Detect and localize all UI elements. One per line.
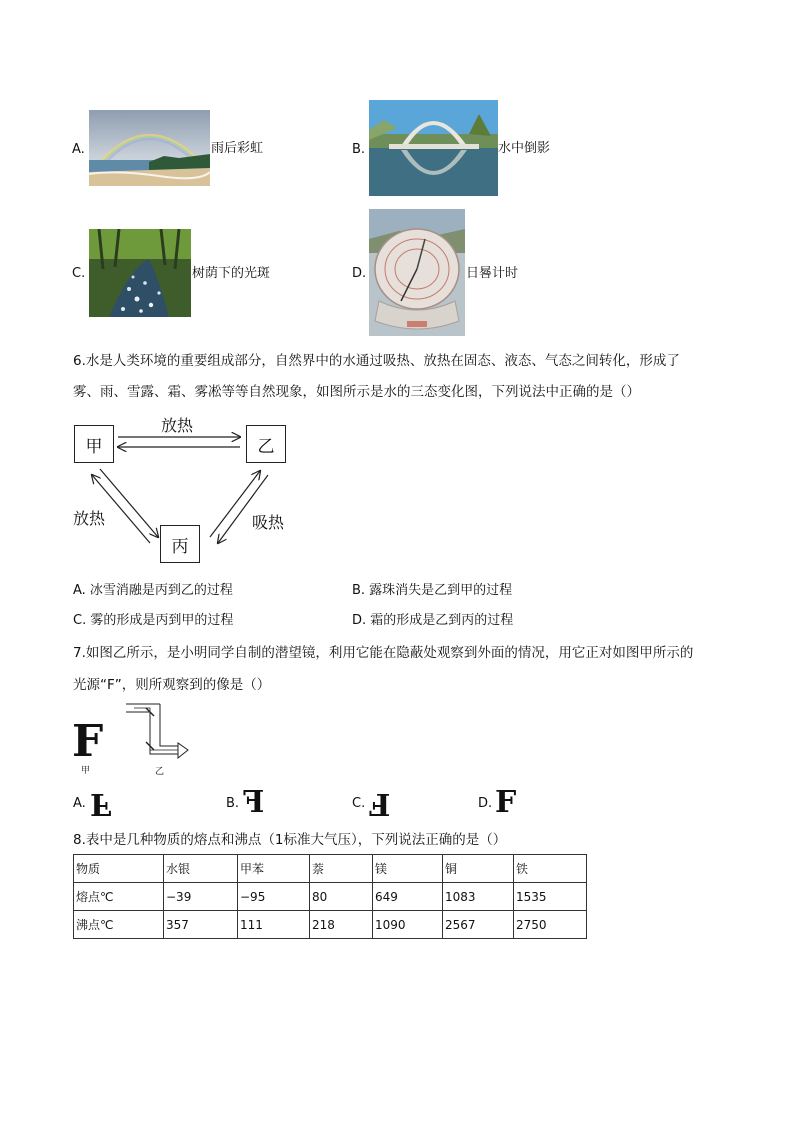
table-cell: 熔点℃ (74, 883, 164, 911)
label-right-absorb-heat: 吸热 (252, 513, 285, 532)
state-box-yi: 乙 (246, 425, 286, 463)
label-left-release-heat: 放热 (73, 509, 106, 528)
table-cell: −95 (238, 883, 310, 911)
table-cell: 649 (373, 883, 443, 911)
option-c-caption: 树荫下的光斑 (192, 266, 271, 281)
option-a-caption: 雨后彩虹 (211, 141, 264, 156)
q7-text-line2: 光源“F”，则所观察到的像是（） (73, 677, 271, 693)
q7-option-a-letter: A. (73, 796, 86, 811)
table-header-cell: 甲苯 (238, 855, 310, 883)
sundial-photo-icon (369, 209, 465, 336)
table-row (74, 911, 587, 939)
option-b-caption: 水中倒影 (498, 141, 551, 156)
q6-text-line2: 雾、雨、雪露、霜、雾凇等等自然现象，如图所示是水的三态变化图，下列说法中正确的是（） (73, 384, 640, 400)
table-cell: 218 (310, 911, 373, 939)
q6-option-b: B. 露珠消失是乙到甲的过程 (352, 583, 513, 598)
q6-option-a: A. 冰雪消融是丙到乙的过程 (73, 583, 233, 598)
option-a-letter: A. (72, 142, 85, 157)
option-d-caption: 日晷计时 (466, 266, 519, 281)
q7-option-b-glyph: F (243, 785, 265, 820)
q7-option-a-glyph: F (90, 786, 112, 821)
q7-option-d-glyph: F (495, 785, 517, 820)
table-cell: 111 (238, 911, 310, 939)
fig-jia-light-source-f: F (72, 716, 104, 767)
q6-option-c: C. 雾的形成是丙到甲的过程 (73, 613, 234, 628)
table-cell: 1083 (443, 883, 514, 911)
melting-boiling-table (73, 854, 587, 939)
fig-yi-label: 乙 (155, 767, 165, 777)
table-cell: −39 (164, 883, 238, 911)
state-box-bing: 丙 (160, 525, 200, 563)
table-header-cell: 物质 (74, 855, 164, 883)
forest-light-spots-photo-icon (89, 229, 191, 317)
state-box-jia: 甲 (74, 425, 114, 463)
table-cell: 沸点℃ (74, 911, 164, 939)
table-cell: 1090 (373, 911, 443, 939)
q7-option-d-letter: D. (478, 796, 493, 811)
table-row (74, 883, 587, 911)
q7-text-line1: 7.如图乙所示，是小明同学自制的潜望镜，利用它能在隐蔽处观察到外面的情况，用它正对如图甲所示的 (73, 645, 694, 661)
table-cell: 357 (164, 911, 238, 939)
table-header-row (74, 855, 587, 883)
q6-option-d: D. 霜的形成是乙到丙的过程 (352, 613, 514, 628)
arrow-jia-to-bing (100, 469, 158, 537)
table-header-cell: 铜 (443, 855, 514, 883)
table-cell: 2567 (443, 911, 514, 939)
table-cell: 2750 (514, 911, 587, 939)
q7-option-c-letter: C. (352, 796, 366, 811)
table-header-cell: 萘 (310, 855, 373, 883)
label-top-release-heat: 放热 (161, 416, 194, 435)
q8-text-line: 8.表中是几种物质的熔点和沸点（1标准大气压），下列说法正确的是（） (73, 832, 507, 848)
table-cell: 1535 (514, 883, 587, 911)
rainbow-photo-icon (89, 110, 210, 186)
option-d-letter: D. (352, 266, 367, 281)
q6-text-line1: 6.水是人类环境的重要组成部分，自然界中的水通过吸热、放热在固态、液态、气态之间转化，形成了 (73, 353, 680, 369)
q7-option-b-letter: B. (226, 796, 240, 811)
option-c-letter: C. (72, 266, 86, 281)
fig-jia-label: 甲 (81, 766, 91, 776)
periscope-diagram-icon (120, 702, 192, 766)
table-header-cell: 镁 (373, 855, 443, 883)
bridge-reflection-photo-icon (369, 100, 498, 196)
arrow-yi-to-bing (218, 475, 268, 543)
table-header-cell: 铁 (514, 855, 587, 883)
table-cell: 80 (310, 883, 373, 911)
q7-option-c-glyph: F (369, 786, 391, 821)
water-state-diagram (70, 415, 310, 570)
option-b-letter: B. (352, 142, 366, 157)
table-header-cell: 水银 (164, 855, 238, 883)
